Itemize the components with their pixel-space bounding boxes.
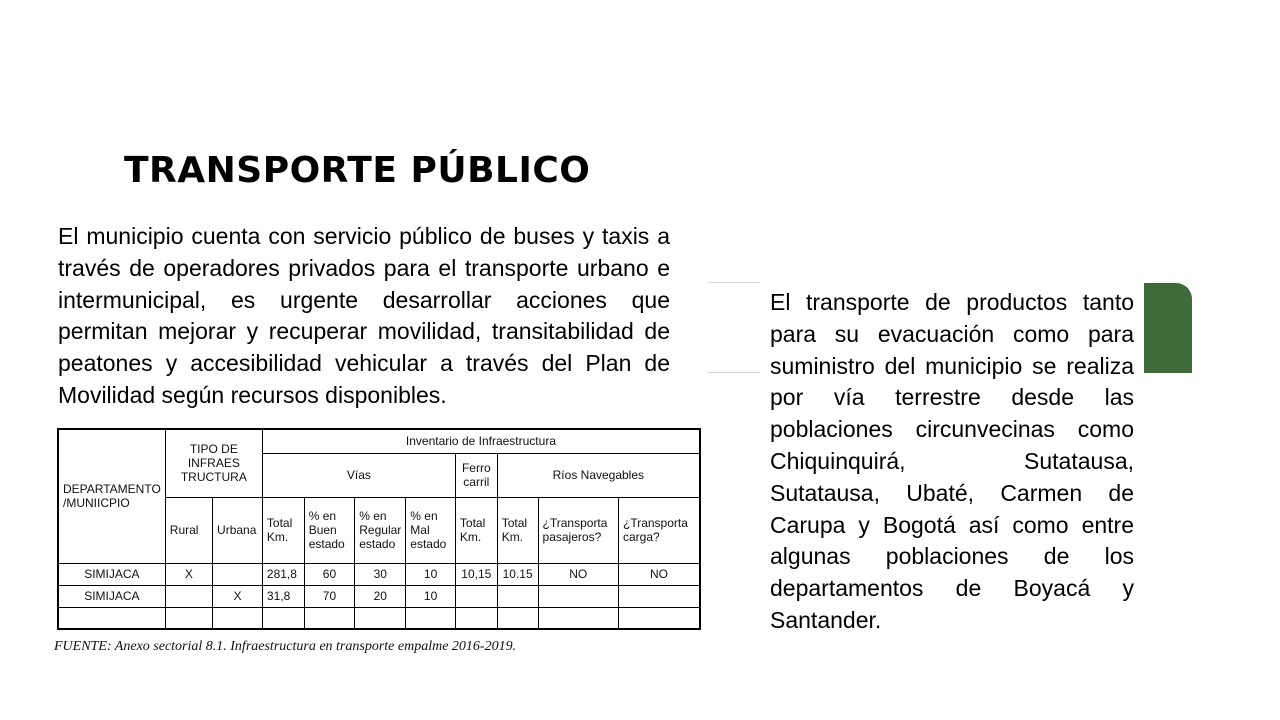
divider-bottom bbox=[708, 372, 760, 373]
intro-paragraph: El municipio cuenta con servicio público de buses y taxis a través de operadores privados para el transporte urbano e intermunicipal, es urgente desarrollar acciones que permitan mejorar y recuperar movilidad, transitabilidad de peatones y accesibilidad vehicular a través del Plan de Movilidad según recursos disponibles. bbox=[58, 223, 670, 408]
header-rural: Rural bbox=[165, 497, 212, 563]
cell-regular: 30 bbox=[355, 563, 406, 585]
side-paragraph: El transporte de productos tanto para su evacuación como para suministro del municipio se realiza por vía terrestre desde las poblaciones circunvecinas como Chiquinquirá, Sutatausa, Sutatausa, Ubaté, Carmen de Carupa y Bogotá así como entre algunas poblaciones de los departamentos de Boyacá y Santander. bbox=[770, 289, 1134, 633]
cell-ferro: 10,15 bbox=[455, 563, 497, 585]
table-row bbox=[58, 585, 700, 607]
cell-empty bbox=[262, 607, 304, 629]
header-urbana: Urbana bbox=[213, 497, 263, 563]
cell-municipio: SIMIJACA bbox=[58, 585, 165, 607]
header-pasajeros: ¿Transporta pasajeros? bbox=[538, 497, 618, 563]
cell-empty bbox=[497, 607, 538, 629]
cell-urbana: X bbox=[213, 585, 263, 607]
cell-mal: 10 bbox=[406, 585, 456, 607]
infrastructure-table bbox=[57, 428, 701, 630]
cell-carga bbox=[619, 585, 701, 607]
cell-buen: 60 bbox=[304, 563, 355, 585]
header-ferro-total: Total Km. bbox=[455, 497, 497, 563]
header-rios-total: Total Km. bbox=[497, 497, 538, 563]
header-ferro: Ferro carril bbox=[455, 453, 497, 497]
cell-mal: 10 bbox=[406, 563, 456, 585]
header-inventario: Inventario de Infraestructura bbox=[262, 429, 700, 453]
cell-buen: 70 bbox=[304, 585, 355, 607]
cell-carga: NO bbox=[619, 563, 701, 585]
cell-total-km: 31,8 bbox=[262, 585, 304, 607]
header-vias: Vías bbox=[262, 453, 455, 497]
cell-rios: 10.15 bbox=[497, 563, 538, 585]
cell-empty bbox=[538, 607, 618, 629]
header-total-km: Total Km. bbox=[262, 497, 304, 563]
cell-ferro bbox=[455, 585, 497, 607]
divider-top bbox=[708, 282, 760, 283]
header-buen: % en Buen estado bbox=[304, 497, 355, 563]
cell-empty bbox=[58, 607, 165, 629]
cell-empty bbox=[619, 607, 701, 629]
cell-empty bbox=[406, 607, 456, 629]
accent-tab bbox=[1144, 283, 1192, 373]
cell-empty bbox=[304, 607, 355, 629]
cell-rios bbox=[497, 585, 538, 607]
table-source-caption: FUENTE: Anexo sectorial 8.1. Infraestructura en transporte empalme 2016-2019. bbox=[54, 639, 517, 654]
page-title: TRANSPORTE PÚBLICO bbox=[124, 150, 591, 191]
cell-empty bbox=[165, 607, 212, 629]
header-tipo: TIPO DE INFRAES TRUCTURA bbox=[165, 429, 262, 497]
cell-regular: 20 bbox=[355, 585, 406, 607]
cell-empty bbox=[213, 607, 263, 629]
cell-rural: X bbox=[165, 563, 212, 585]
cell-pasajeros bbox=[538, 585, 618, 607]
cell-municipio: SIMIJACA bbox=[58, 563, 165, 585]
cell-empty bbox=[355, 607, 406, 629]
cell-empty bbox=[455, 607, 497, 629]
header-rios: Ríos Navegables bbox=[497, 453, 700, 497]
table-row bbox=[58, 563, 700, 585]
cell-total-km: 281,8 bbox=[262, 563, 304, 585]
cell-rural bbox=[165, 585, 212, 607]
table-row bbox=[58, 607, 700, 629]
cell-urbana bbox=[213, 563, 263, 585]
cell-pasajeros: NO bbox=[538, 563, 618, 585]
header-mal: % en Mal estado bbox=[406, 497, 456, 563]
header-carga: ¿Transporta carga? bbox=[619, 497, 701, 563]
header-departamento: DEPARTAMENTO /MUNIICPIO bbox=[58, 429, 165, 563]
header-regular: % en Regular estado bbox=[355, 497, 406, 563]
